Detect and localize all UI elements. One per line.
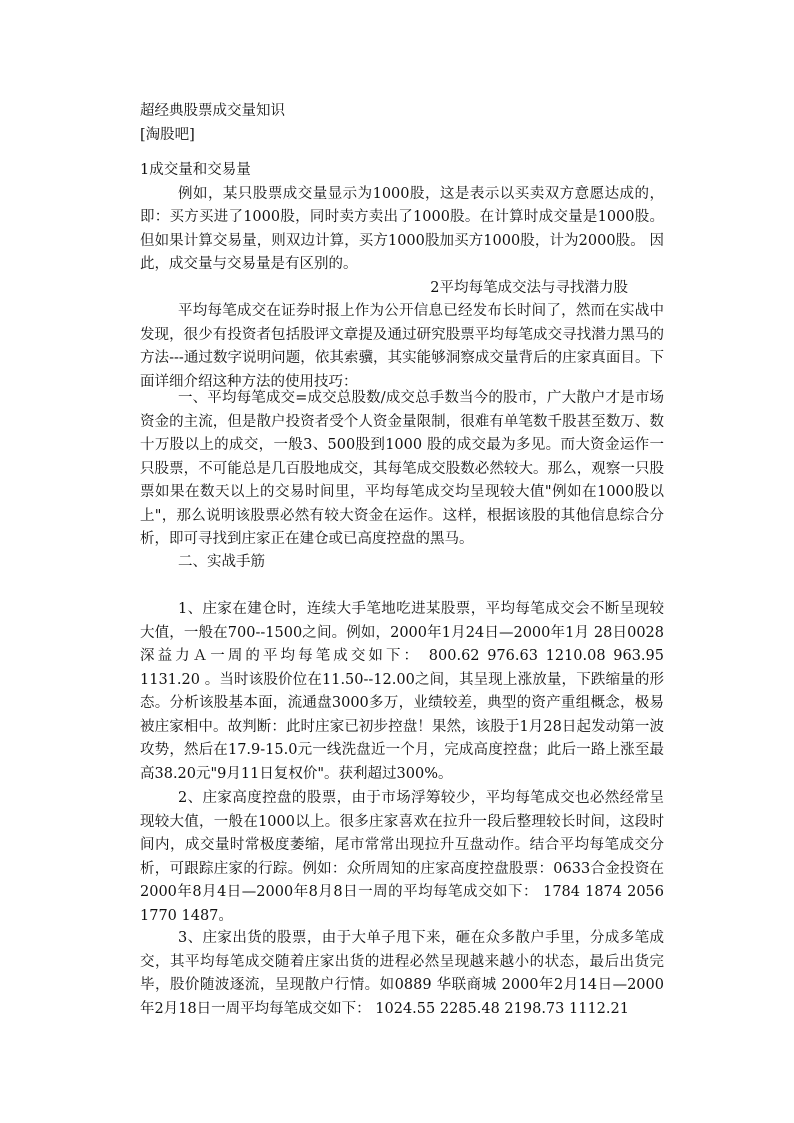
section-2-paragraph: 平均每笔成交在证券时报上作为公开信息已经发布长时间了，然而在实战中发现，很少有投资者包括股评文章提及通过研究股票平均每笔成交寻找潜力黑马的方法---通过数字说明问题，依其索骥，其实能够洞察成交量背后的庄家真面目。下面详细介绍这种方法的使用技巧：	[140, 303, 664, 390]
tip-2	[140, 787, 664, 928]
tip-1	[140, 598, 664, 786]
part-two-heading-block	[140, 551, 664, 575]
part-one	[140, 387, 664, 552]
document-title: 超经典股票成交量知识	[140, 103, 285, 119]
section-1-heading: 1成交量和交易量	[140, 162, 251, 178]
header-block	[140, 100, 664, 147]
tip-2-paragraph: 2、庄家高度控盘的股票，由于市场浮筹较少，平均每笔成交也必然经常呈现较大值，一般在1000以上。很多庄家喜欢在拉升一段后整理较长时间，这段时间内，成交量时常极度萎缩，尾市常常出现拉升互盘动作。结合平均每笔成交分析，可跟踪庄家的行踪。例如：众所周知的庄家高度控盘股票：0633合金投资在2000年8月4日—2000年8月8日一周的平均每笔成交如下： 1784 1874 2056 1770 1487。	[140, 790, 664, 924]
tip-3-paragraph: 3、庄家出货的股票，由于大单子甩下来，砸在众多散户手里，分成多笔成交，其平均每笔成交随着庄家出货的进程必然呈现越来越小的状态，最后出货完毕，股价随波逐流，呈现散户行情。如0889 华联商城 2000年2月14日—2000年2月18日一周平均每笔成交如下： 1024.55 2285.48 2198.73 1112.21	[140, 930, 664, 1017]
part-two-heading: 二、实战手筋	[178, 554, 265, 570]
section-1	[140, 159, 664, 394]
section-1-paragraph: 例如，某只股票成交量显示为1000股，这是表示以买卖双方意愿达成的，即：买方买进了1000股，同时卖方卖出了1000股。在计算时成交量是1000股。但如果计算交易量，则双边计算，买方1000股加买方1000股，计为2000股。 因此，成交量与交易量是有区别的。	[140, 185, 664, 272]
part-one-paragraph: 一、平均每笔成交=成交总股数/成交总手数当今的股市，广大散户才是市场资金的主流，但是散户投资者受个人资金量限制，很难有单笔数千股甚至数万、数十万股以上的成交，一般3、500股到1000 股的成交最为多见。而大资金运作一只股票，不可能总是几百股地成交，其每笔成交股数必然较大。那么，观察一只股票如果在数天以上的交易时间里，平均每笔成交均呈现较大值"例如在1000股以上"，那么说明该股票必然有较大资金在运作。这样，根据该股的其他信息综合分析，即可寻找到庄家正在建仓或已高度控盘的黑马。	[140, 390, 664, 547]
section-2-heading: 2平均每笔成交法与寻找潜力股	[430, 279, 628, 296]
tip-1-paragraph: 1、庄家在建仓时，连续大手笔地吃进某股票，平均每笔成交会不断呈现较大值，一般在700--1500之间。例如，2000年1月24日—2000年1月 28日0028深益力Ａ一周的平均每笔成交如下： 800.62 976.63 1210.08 963.95 1131.20 。当时该股价位在11.50--12.00之间，其呈现上涨放量，下跌缩量的形态。分析该股基本面，流通盘3000多万，业绩较差，典型的资产重组概念，极易被庄家相中。故判断：此时庄家已初步控盘！果然，该股于1月28日起发动第一波攻势，然后在17.9-15.0元一线洗盘近一个月，完成高度控盘；此后一路上涨至最高38.20元"9月11日复权价"。获利超过300%。	[140, 601, 664, 782]
document-source: [淘股吧]	[140, 126, 195, 143]
tip-3	[140, 927, 664, 1021]
